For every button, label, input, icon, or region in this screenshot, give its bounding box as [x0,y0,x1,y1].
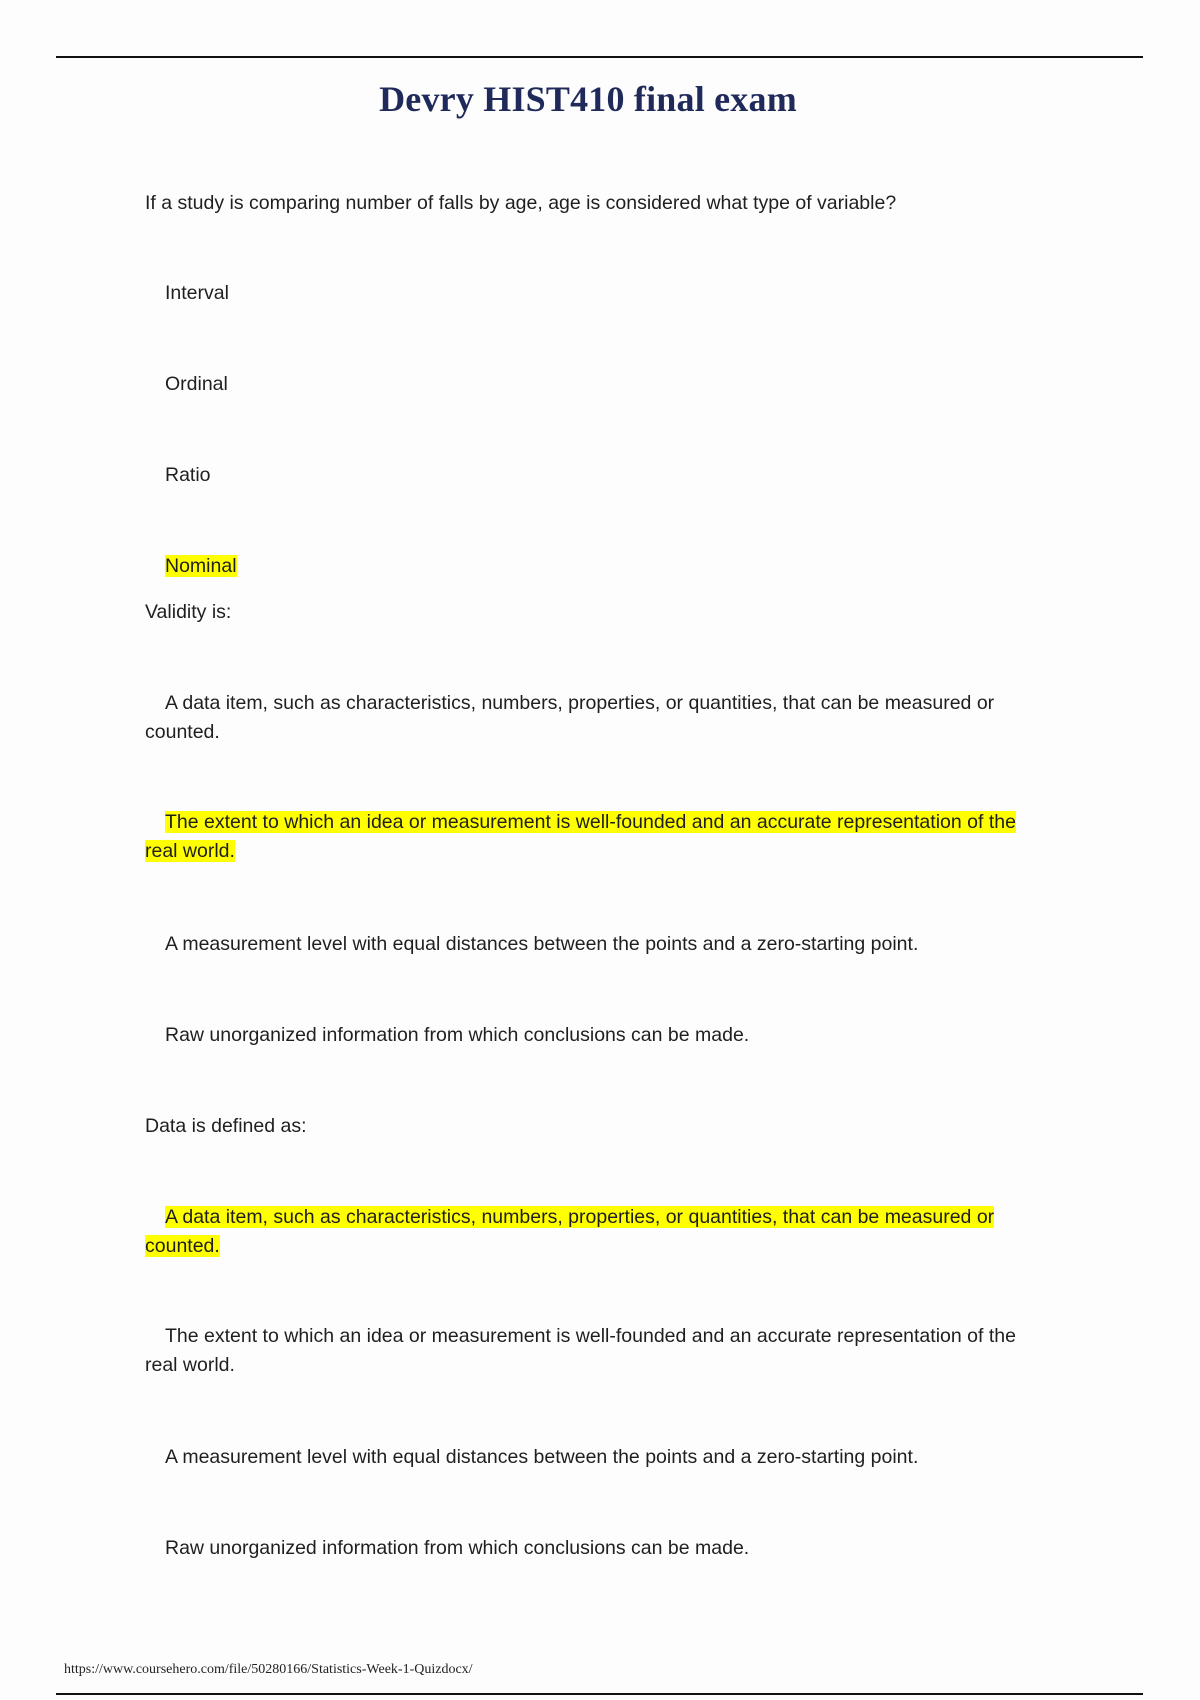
q1-option-2: Ordinal [165,373,228,395]
q3-option-1-answer [145,1203,1035,1261]
question-2: Validity is: [145,601,232,623]
q2-option-4: Raw unorganized information from which conclusions can be made. [165,1024,750,1046]
answer-highlight: Nominal [165,555,237,577]
q1-option-1: Interval [165,282,229,304]
q3-option-3: A measurement level with equal distances between the points and a zero-starting point. [165,1446,919,1468]
answer-highlight: The extent to which an idea or measurement is well-founded and an accurate representation of the real world. [145,811,1016,862]
question-3: Data is defined as: [145,1115,307,1137]
q2-option-3: A measurement level with equal distances between the points and a zero-starting point. [165,933,919,955]
q3-option-2: The extent to which an idea or measurement is well-founded and an accurate representation of the real world. [145,1325,1016,1376]
source-url[interactable]: https://www.coursehero.com/file/50280166/Statistics-Week-1-Quizdocx/ [64,1662,473,1677]
question-1: If a study is comparing number of falls by age, age is considered what type of variable? [145,192,897,214]
top-rule [56,56,1143,58]
document-title: Devry HIST410 final exam [379,79,797,119]
answer-highlight: A data item, such as characteristics, numbers, properties, or quantities, that can be measured or counted. [145,1206,995,1257]
q1-option-4-answer [145,552,1035,581]
bottom-rule [56,1693,1143,1695]
q3-option-4: Raw unorganized information from which conclusions can be made. [165,1537,750,1559]
q2-option-1: A data item, such as characteristics, numbers, properties, or quantities, that can be measured or counted. [145,692,995,743]
q2-option-2-answer [145,808,1035,866]
q1-option-3: Ratio [165,464,211,486]
